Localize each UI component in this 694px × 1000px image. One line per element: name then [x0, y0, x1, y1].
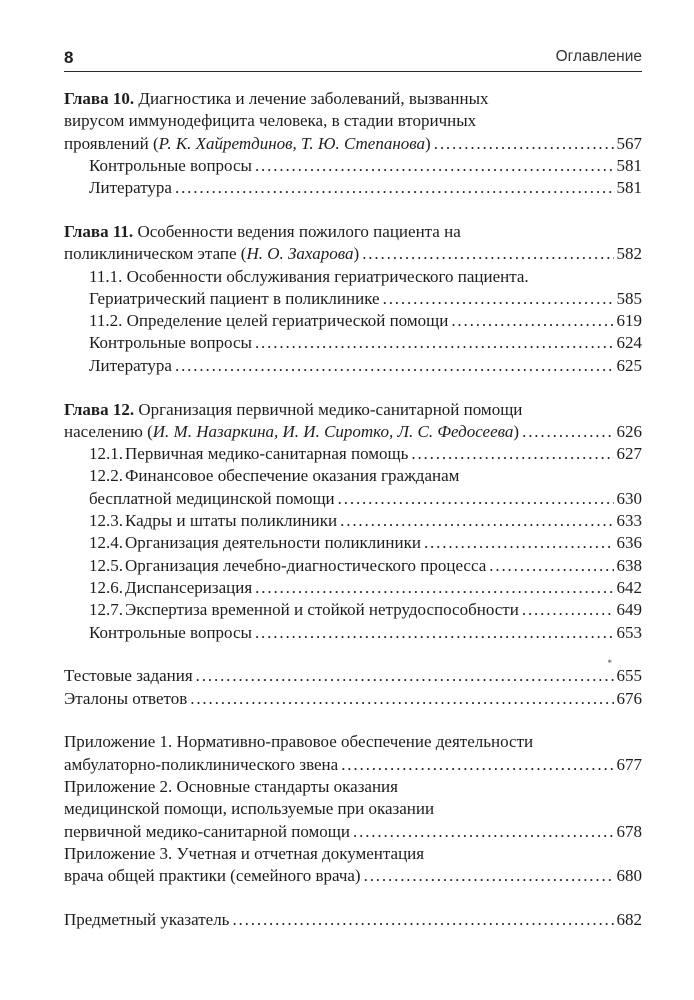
page-ref: 582 — [616, 244, 642, 264]
toc-entry[interactable] — [64, 599, 642, 621]
entry-title: Эталоны ответов — [64, 688, 188, 708]
dot-leader — [175, 177, 614, 199]
index-section — [64, 909, 642, 931]
dot-leader — [364, 865, 614, 887]
dot-leader — [434, 133, 614, 155]
dot-leader — [340, 510, 613, 532]
page-ref: 680 — [616, 866, 642, 886]
appendix-title-line: Приложение 1. Нормативно-правовое обеспечение деятельности — [64, 732, 534, 752]
section-title-line: 11.1. Особенности обслуживания гериатрического пациента. — [89, 266, 529, 286]
appendix-title-line: Приложение 3. Учетная и отчетная документация — [64, 843, 425, 863]
chapter-label: Глава 12. — [64, 399, 135, 419]
chapter-authors: Н. О. Захарова — [246, 244, 354, 264]
toc-entry[interactable]: поликлиническом этапе (Н. О. Захарова) . . . 582 — [64, 243, 642, 265]
dot-leader — [451, 310, 613, 332]
page-ref: 653 — [616, 622, 642, 642]
toc-entry[interactable] — [64, 510, 642, 532]
dot-leader — [175, 355, 614, 377]
section-number: 12.6. — [89, 577, 123, 597]
chapter-label: Глава 10. — [64, 89, 135, 108]
page-ref: 638 — [616, 555, 642, 575]
dot-leader — [353, 821, 614, 843]
chapter-title-line: вирусом иммунодефицита человека, в стадии вторичных — [64, 111, 477, 131]
chapter-title: Диагностика и лечение заболеваний, вызванных — [134, 89, 489, 108]
chapter-label: Глава 11. — [64, 221, 134, 241]
chapter-11 — [64, 221, 642, 377]
toc-entry[interactable] — [64, 288, 642, 310]
page-ref: 624 — [616, 333, 642, 353]
entry-title: амбулаторно-поликлинического звена — [64, 754, 339, 774]
dot-leader — [341, 754, 613, 776]
dot-leader — [489, 555, 613, 577]
section-number: 12.3. — [89, 511, 123, 531]
page-ref: 636 — [616, 533, 642, 553]
section-number: 12.7. — [89, 600, 123, 620]
chapter-10 — [64, 88, 642, 199]
dot-leader — [232, 909, 613, 931]
toc-entry[interactable] — [64, 155, 642, 177]
page-ref: 581 — [616, 178, 642, 198]
section-title-line — [64, 465, 642, 487]
dot-leader — [338, 488, 614, 510]
dot-leader — [196, 665, 614, 687]
dot-leader — [522, 599, 614, 621]
page-ref: 625 — [616, 355, 642, 375]
page-ref: 627 — [616, 444, 642, 464]
page-ref: 678 — [616, 821, 642, 841]
entry-title: 11.2. Определение целей гериатрической помощи — [89, 311, 449, 331]
page-ref: 655 — [616, 666, 642, 686]
dot-leader — [255, 155, 614, 177]
chapter-authors: И. М. Назаркина, И. И. Сиротко, Л. С. Федосеева — [152, 421, 514, 441]
toc-entry[interactable] — [64, 688, 642, 710]
page-ref: 567 — [616, 133, 642, 153]
entry-title: Контрольные вопросы — [89, 155, 252, 175]
toc-entry[interactable] — [64, 622, 642, 644]
dot-leader — [383, 288, 614, 310]
entry-title: Организация деятельности поликлиники — [125, 533, 421, 553]
entry-title: Гериатрический пациент в поликлинике — [89, 288, 380, 308]
asterisk-mark: * — [607, 658, 612, 669]
toc-entry[interactable] — [64, 577, 642, 599]
entry-title: Экспертиза временной и стойкой нетрудоспособности — [125, 600, 519, 620]
page-ref: 677 — [616, 754, 642, 774]
page-ref: 585 — [616, 288, 642, 308]
page-ref: 581 — [616, 155, 642, 175]
toc-entry[interactable] — [64, 909, 642, 931]
dot-leader — [190, 688, 613, 710]
section-number: 12.1. — [89, 444, 123, 464]
table-of-contents — [64, 88, 642, 931]
toc-entry[interactable] — [64, 310, 642, 332]
chapter-title: Организация первичной медико-санитарной помощи — [134, 399, 523, 419]
chapter-authors: Р. К. Хайретдинов, Т. Ю. Степанова — [158, 133, 426, 153]
running-title: Оглавление — [555, 48, 642, 65]
appendix-title-line: медицинской помощи, используемые при оказании — [64, 799, 435, 819]
entry-title: Литература — [89, 178, 172, 198]
entry-title: Организация лечебно-диагностического процесса — [125, 555, 487, 575]
page-number: 8 — [64, 48, 74, 67]
dot-leader — [411, 443, 613, 465]
section-number: 12.5. — [89, 555, 123, 575]
entry-title: Контрольные вопросы — [89, 622, 252, 642]
toc-entry[interactable] — [64, 865, 642, 887]
entry-title: Тестовые задания — [64, 666, 193, 686]
section-number: 12.4. — [89, 533, 123, 553]
entry-title: врача общей практики (семейного врача) — [64, 866, 361, 886]
entry-title: Диспансеризация — [125, 577, 253, 597]
dot-leader — [362, 243, 613, 265]
page-ref: 649 — [616, 600, 642, 620]
page-ref: 633 — [616, 511, 642, 531]
entry-title: Литература — [89, 355, 172, 375]
appendix-title-line: Приложение 2. Основные стандарты оказания — [64, 777, 398, 797]
section-number: 12.2. — [89, 466, 123, 486]
chapter-title-line — [64, 399, 642, 421]
page-ref: 676 — [616, 688, 642, 708]
page-ref: 642 — [616, 577, 642, 597]
page-ref: 626 — [616, 421, 642, 441]
entry-title: бесплатной медицинской помощи — [89, 488, 335, 508]
entry-title: Кадры и штаты поликлиники — [125, 511, 338, 531]
toc-entry[interactable] — [64, 332, 642, 354]
toc-entry[interactable] — [64, 658, 642, 687]
dot-leader — [424, 532, 614, 554]
dot-leader — [255, 577, 613, 599]
toc-entry[interactable] — [64, 177, 642, 199]
toc-entry[interactable] — [64, 488, 642, 510]
chapter-title-line — [64, 88, 642, 110]
page-ref: 682 — [616, 910, 642, 929]
chapter-title-line — [64, 221, 642, 243]
page-ref: 630 — [616, 488, 642, 508]
toc-entry[interactable] — [64, 532, 642, 554]
toc-entry[interactable] — [64, 555, 642, 577]
entry-title: Первичная медико-санитарная помощь — [125, 444, 409, 464]
dot-leader — [255, 332, 614, 354]
appendix-section — [64, 731, 642, 887]
dot-leader — [255, 622, 614, 644]
toc-entry[interactable]: населению (И. М. Назаркина, И. И. Сиротко, Л. С. Федосеева) . . . 626 — [64, 421, 642, 443]
page-ref: 619 — [616, 311, 642, 331]
toc-entry[interactable] — [64, 443, 642, 465]
toc-entry[interactable] — [64, 821, 642, 843]
tests-section — [64, 658, 642, 710]
toc-entry[interactable]: проявлений (Р. К. Хайретдинов, Т. Ю. Степанова) . . . 567 — [64, 133, 642, 155]
entry-title: Предметный указатель — [64, 910, 230, 929]
entry-title: Финансовое обеспечение оказания гражданам — [125, 466, 460, 486]
toc-entry[interactable] — [64, 355, 642, 377]
chapter-title: Особенности ведения пожилого пациента на — [133, 221, 461, 241]
entry-title: Контрольные вопросы — [89, 333, 252, 353]
page-header — [64, 45, 642, 72]
chapter-12 — [64, 399, 642, 644]
toc-entry[interactable] — [64, 754, 642, 776]
entry-title: первичной медико-санитарной помощи — [64, 821, 350, 841]
dot-leader — [522, 421, 613, 443]
